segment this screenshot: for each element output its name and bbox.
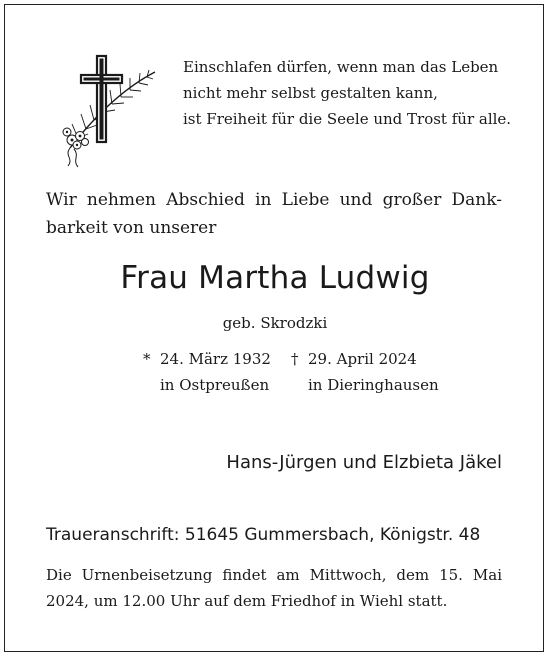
death-place: in Dieringhausen — [308, 376, 439, 394]
farewell-line-1: Wir nehmen Abschied in Liebe und großer Dank- — [46, 190, 502, 210]
verse-line: ist Freiheit für die Seele und Trost für alle. — [183, 110, 512, 128]
cross-with-palm-branch-icon — [50, 52, 160, 172]
birth-date: 24. März 1932 — [160, 350, 271, 368]
death-dagger-icon: † — [291, 350, 299, 368]
condolence-address: Traueranschrift: 51645 Gummersbach, Königstr. 48 — [46, 525, 481, 545]
memorial-verse — [183, 54, 523, 132]
birth-place: in Ostpreußen — [160, 376, 270, 394]
verse-line: nicht mehr selbst gestalten kann, — [183, 84, 438, 102]
funeral-info — [46, 562, 502, 614]
farewell-line-2: barkeit von unserer — [46, 218, 217, 238]
mourning-family: Hans-Jürgen und Elzbieta Jäkel — [226, 452, 502, 473]
death-date: 29. April 2024 — [308, 350, 417, 368]
maiden-name: geb. Skrodzki — [222, 314, 328, 332]
funeral-line-2: 2024, um 12.00 Uhr auf dem Friedhof in Wiehl statt. — [46, 592, 448, 610]
birth-star-icon: * — [143, 350, 151, 368]
deceased-name: Frau Martha Ludwig — [120, 260, 430, 296]
farewell-text — [46, 186, 502, 242]
verse-line: Einschlafen dürfen, wenn man das Leben — [183, 58, 499, 76]
funeral-line-1: Die Urnenbeisetzung findet am Mittwoch, dem 15. Mai — [46, 566, 502, 584]
